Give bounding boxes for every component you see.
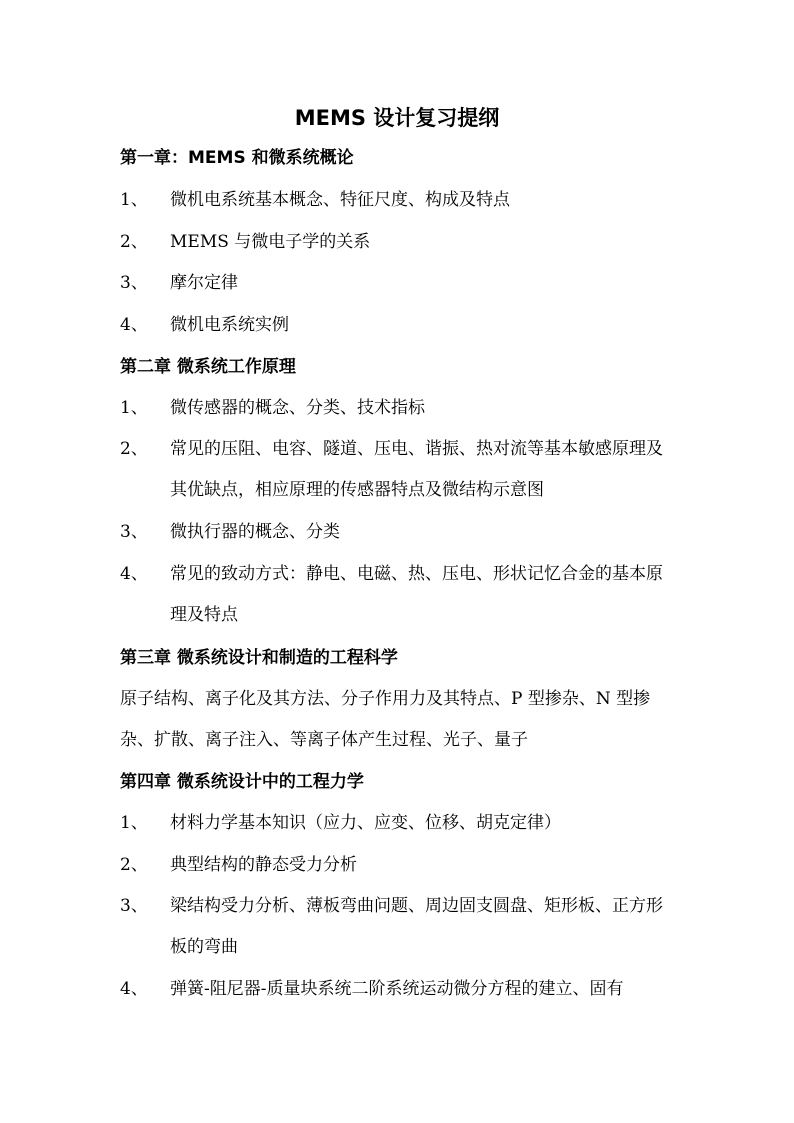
- list-item: [120, 845, 680, 886]
- item-number: 1、: [120, 813, 148, 833]
- list-item: [120, 180, 680, 221]
- item-number: 4、: [120, 315, 148, 335]
- list-item: [120, 222, 680, 263]
- list-item: [120, 554, 680, 636]
- chapter-4-heading: 第四章 微系统设计中的工程力学: [120, 772, 364, 792]
- item-number: 4、: [120, 564, 148, 584]
- item-number: 1、: [120, 398, 148, 418]
- item-number: 4、: [120, 979, 148, 999]
- item-text: 弹簧-阻尼器-质量块系统二阶系统运动微分方程的建立、固有: [170, 979, 624, 999]
- item-text: 常见的致动方式：静电、电磁、热、压电、形状记忆合金的基本原理及特点: [170, 564, 663, 625]
- item-number: 3、: [120, 522, 148, 542]
- chapter-3-heading: 第三章 微系统设计和制造的工程科学: [120, 648, 398, 668]
- list-item: [120, 512, 680, 553]
- item-number: 2、: [120, 232, 148, 252]
- document-title: MEMS 设计复习提纲: [294, 106, 500, 130]
- item-text: 常见的压阻、电容、隧道、压电、谐振、热对流等基本敏感原理及其优缺点，相应原理的传感器特点及微结构示意图: [170, 439, 663, 500]
- item-number: 2、: [120, 855, 148, 875]
- list-item: [120, 886, 680, 968]
- item-text: 微机电系统基本概念、特征尺度、构成及特点: [170, 190, 510, 210]
- item-text: 材料力学基本知识（应力、应变、位移、胡克定律）: [170, 813, 561, 833]
- list-item: [120, 803, 680, 844]
- item-text: 摩尔定律: [170, 273, 238, 293]
- chapter-2-heading: 第二章 微系统工作原理: [120, 357, 296, 377]
- list-item: [120, 969, 680, 1010]
- item-number: 2、: [120, 439, 148, 459]
- item-text: 微传感器的概念、分类、技术指标: [170, 398, 425, 418]
- list-item: [120, 305, 680, 346]
- item-number: 3、: [120, 273, 148, 293]
- item-text: 典型结构的静态受力分析: [170, 855, 357, 875]
- list-item: [120, 263, 680, 304]
- chapter-3-paragraph: 原子结构、离子化及其方法、分子作用力及其特点、P 型掺杂、N 型掺杂、扩散、离子注入、等离子体产生过程、光子、量子: [120, 689, 651, 750]
- chapter-1-heading: 第一章：MEMS 和微系统概论: [120, 148, 354, 168]
- list-item: [120, 388, 680, 429]
- item-number: 3、: [120, 896, 148, 916]
- item-number: 1、: [120, 190, 148, 210]
- item-text: 微执行器的概念、分类: [170, 522, 340, 542]
- list-item: [120, 429, 680, 511]
- item-text: 梁结构受力分析、薄板弯曲问题、周边固支圆盘、矩形板、正方形板的弯曲: [170, 896, 663, 957]
- item-text: 微机电系统实例: [170, 315, 289, 335]
- item-text: MEMS 与微电子学的关系: [170, 232, 371, 252]
